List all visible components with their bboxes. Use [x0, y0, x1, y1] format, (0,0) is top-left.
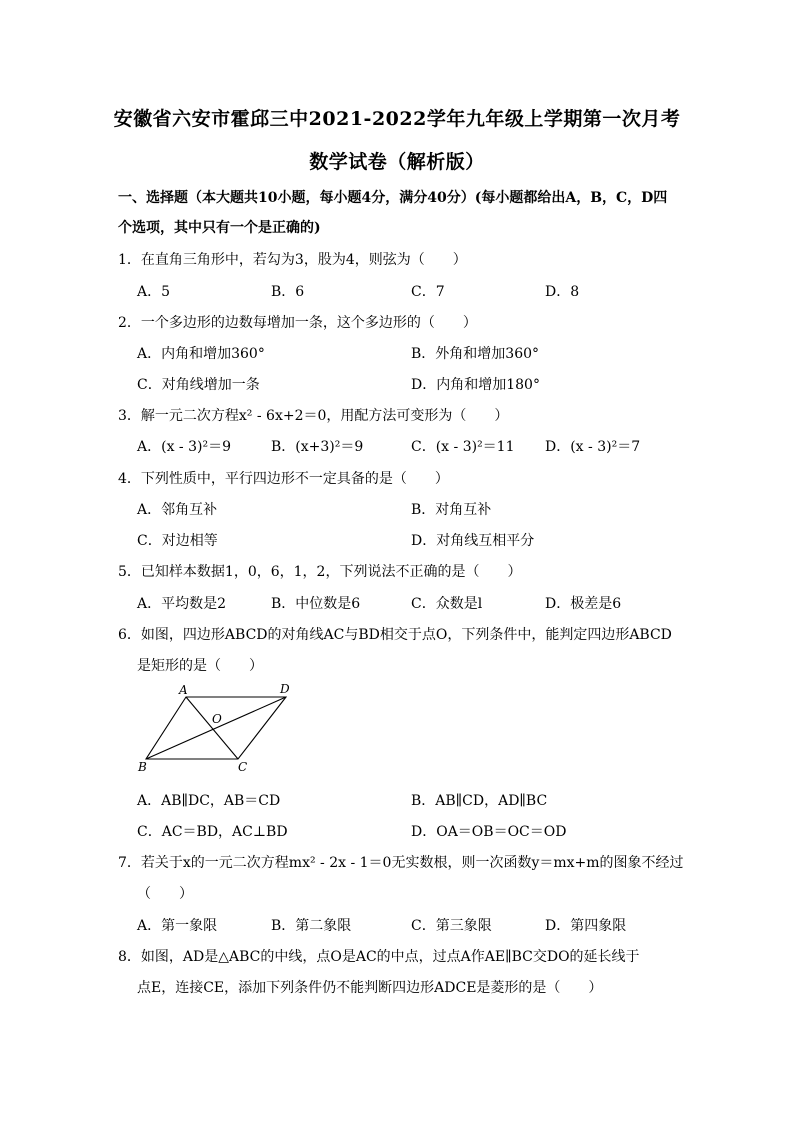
vertex-label-b: B — [138, 760, 147, 774]
parallelogram-figure — [134, 681, 304, 776]
diagonal-ac — [186, 697, 238, 759]
q6-option-d: D．OA＝OB＝OC＝OD — [411, 824, 567, 840]
q7-option-b: B．第二象限 — [271, 918, 352, 934]
q7-option-d: D．第四象限 — [545, 918, 627, 934]
q7-option-c: C．第三象限 — [411, 918, 492, 934]
q1-option-d: D．8 — [545, 284, 580, 300]
question-7-stem-line-1: 7．若关于x的一元二次方程mx² - 2x - 1＝0无实数根，则一次函数y＝mx+m的图象不经过 — [118, 855, 684, 871]
exam-title-line-2: 数学试卷（解析版） — [309, 151, 485, 173]
question-1-stem: 1．在直角三角形中，若勾为3，股为4，则弦为（ ） — [118, 252, 467, 268]
section-heading-line-1: 一、选择题（本大题共10小题，每小题4分，满分40分）(每小题都给出A，B，C，D四 — [118, 190, 668, 206]
point-label-o: O — [212, 712, 222, 726]
q2-option-d: D．内角和增加180° — [411, 377, 540, 393]
question-6-stem-line-2: 是矩形的是（ ） — [137, 658, 263, 674]
q1-option-b: B．6 — [271, 284, 305, 300]
vertex-label-d: D — [280, 682, 290, 696]
q2-option-a: A．内角和增加360° — [137, 346, 265, 362]
q2-option-c: C．对角线增加一条 — [137, 377, 260, 393]
q1-option-c: C．7 — [411, 284, 445, 300]
question-4-stem: 4．下列性质中，平行四边形不一定具备的是（ ） — [118, 471, 449, 487]
question-3-stem: 3．解一元二次方程x² - 6x+2＝0，用配方法可变形为（ ） — [118, 408, 509, 424]
question-5-stem: 5．已知样本数据1，0，6，1，2，下列说法不正确的是（ ） — [118, 564, 522, 580]
q4-option-c: C．对边相等 — [137, 533, 218, 549]
question-2-stem: 2．一个多边形的边数每增加一条，这个多边形的（ ） — [118, 315, 477, 331]
q2-option-b: B．外角和增加360° — [411, 346, 540, 362]
q6-option-a: A．AB∥DC，AB＝CD — [137, 793, 281, 809]
section-heading-line-2: 个选项，其中只有一个是正确的) — [118, 220, 321, 236]
q6-option-b: B．AB∥CD，AD∥BC — [411, 793, 548, 809]
vertex-label-c: C — [238, 760, 248, 774]
question-7-stem-line-2: （ ） — [137, 886, 193, 902]
q5-option-a: A．平均数是2 — [137, 596, 227, 612]
q3-option-b: B．(x+3)²＝9 — [271, 439, 364, 455]
exam-title-line-1: 安徽省六安市霍邱三中2021-2022学年九年级上学期第一次月考 — [113, 108, 681, 130]
q4-option-a: A．邻角互补 — [137, 502, 218, 518]
q5-option-c: C．众数是l — [411, 596, 483, 612]
question-6-stem-line-1: 6．如图，四边形ABCD的对角线AC与BD相交于点O，下列条件中，能判定四边形ABCD — [118, 627, 672, 643]
q3-option-d: D．(x - 3)²＝7 — [545, 439, 641, 455]
q5-option-b: B．中位数是6 — [271, 596, 361, 612]
q3-option-c: C．(x - 3)²＝11 — [411, 439, 515, 455]
q3-option-a: A．(x - 3)²＝9 — [137, 439, 231, 455]
question-8-stem-line-1: 8．如图，AD是△ABC的中线，点O是AC的中点，过点A作AE∥BC交DO的延长线于 — [118, 949, 640, 965]
q4-option-d: D．对角线互相平分 — [411, 533, 535, 549]
q1-option-a: A．5 — [137, 284, 171, 300]
diagonal-bd — [146, 697, 286, 759]
q6-option-c: C．AC＝BD，AC⊥BD — [137, 824, 288, 840]
q4-option-b: B．对角互补 — [411, 502, 492, 518]
q5-option-d: D．极差是6 — [545, 596, 622, 612]
q7-option-a: A．第一象限 — [137, 918, 218, 934]
vertex-label-a: A — [179, 683, 188, 697]
question-8-stem-line-2: 点E，连接CE，添加下列条件仍不能判断四边形ADCE是菱形的是（ ） — [137, 980, 603, 996]
